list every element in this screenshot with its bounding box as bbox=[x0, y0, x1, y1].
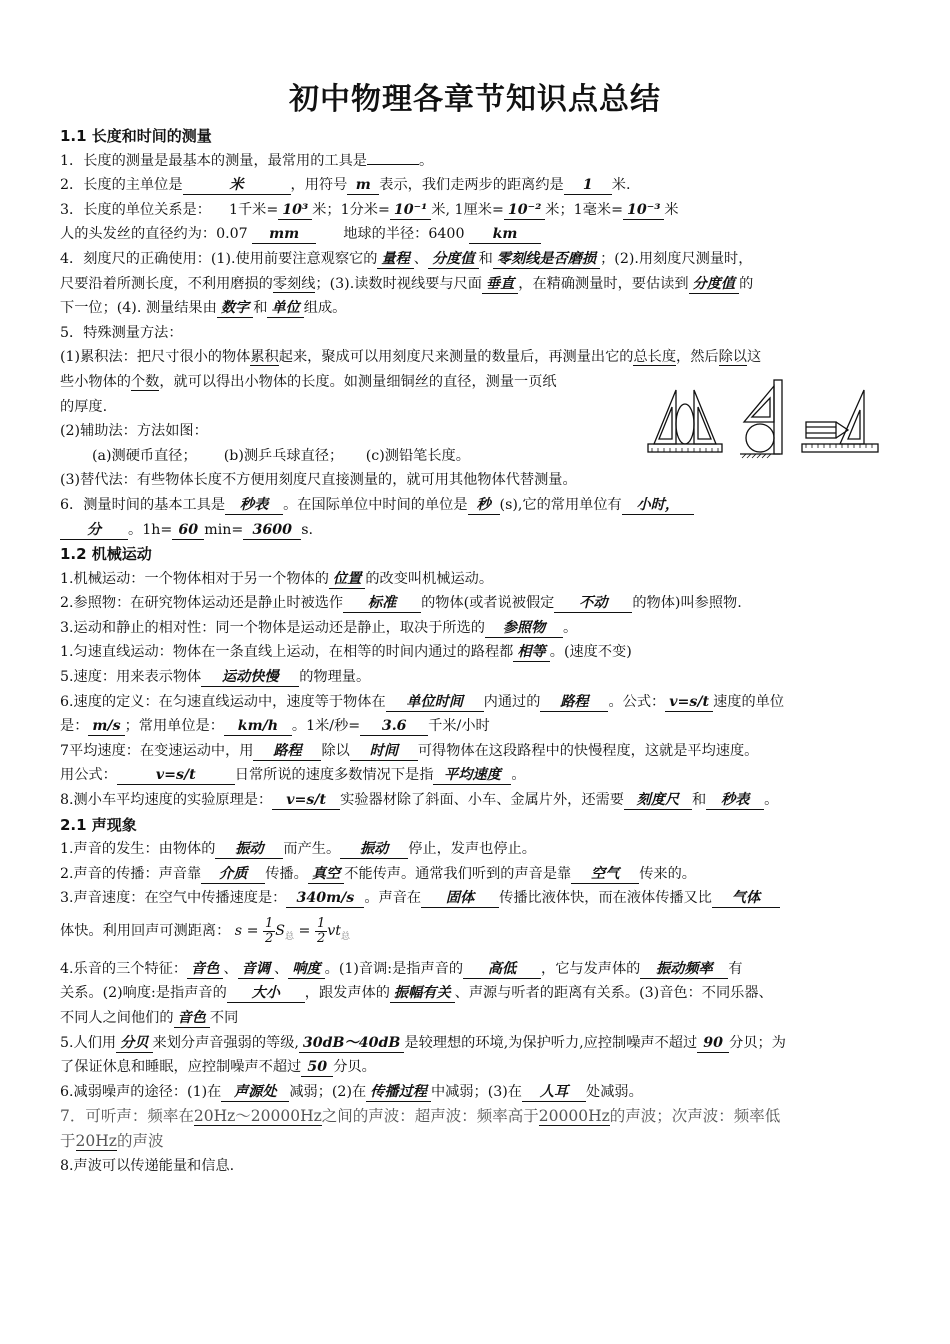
answer-blank: 90 bbox=[697, 1035, 729, 1053]
answer-blank: 秒 bbox=[468, 497, 500, 515]
answer-blank: 音色 bbox=[174, 1010, 210, 1028]
text: ；(2).用刻度尺测量时， bbox=[600, 250, 753, 267]
text: 米 bbox=[664, 201, 679, 218]
text: 除以 bbox=[321, 742, 350, 759]
text-line bbox=[60, 222, 880, 247]
answer-blank: 分 bbox=[60, 522, 128, 540]
denominator: 2 bbox=[264, 930, 274, 946]
text: 组成。 bbox=[303, 300, 347, 317]
text-line bbox=[60, 1031, 880, 1056]
answer-blank: 相等 bbox=[513, 644, 549, 662]
answer-blank: 人耳 bbox=[522, 1084, 586, 1102]
formula-part: vt bbox=[327, 923, 341, 939]
underlined-text: 20Hz bbox=[75, 1132, 117, 1151]
ruler-a bbox=[648, 444, 722, 452]
text: 、声源与听者的距离有关系。(3)音色：不同乐器、 bbox=[454, 985, 773, 1002]
triangle-left bbox=[654, 390, 676, 444]
text: 的改变叫机械运动。 bbox=[365, 570, 494, 587]
underlined-text: 20000Hz bbox=[538, 1107, 610, 1126]
content bbox=[60, 124, 880, 1179]
text: 传播比液体快，而在液体传播又比 bbox=[499, 890, 712, 907]
text: 表示，我们走两步的距离约是 bbox=[379, 177, 564, 194]
text-line: 5．特殊测量方法： bbox=[60, 324, 183, 341]
text-line bbox=[60, 1080, 880, 1105]
text: (s),它的常用单位有 bbox=[499, 496, 622, 513]
answer-blank: 振动 bbox=[340, 841, 408, 859]
text-line bbox=[60, 567, 880, 592]
text: (a)测硬币直径； bbox=[92, 447, 197, 464]
answer-blank: m bbox=[347, 177, 379, 195]
text: 中减弱；(3)在 bbox=[430, 1083, 522, 1100]
answer-blank: 大小 bbox=[227, 985, 305, 1003]
underlined-text: 累积 bbox=[250, 349, 279, 366]
answer-blank: 量程 bbox=[377, 251, 413, 269]
answer-blank: 介质 bbox=[201, 866, 265, 884]
answer-blank: 米 bbox=[183, 177, 291, 195]
text: s. bbox=[301, 521, 314, 538]
text: 1千米= bbox=[228, 201, 279, 218]
answer-blank: 50 bbox=[301, 1059, 333, 1077]
text: (c)测铅笔长度。 bbox=[365, 447, 470, 464]
text: 1.匀速直线运动：物体在一条直线上运动，在相等的时间内通过的路程都 bbox=[60, 644, 514, 661]
subscript: 总 bbox=[340, 931, 350, 942]
text: 和 bbox=[691, 792, 707, 809]
answer-blank: 音调 bbox=[238, 961, 274, 979]
text: 体快。利用回声可测距离： bbox=[60, 923, 231, 939]
text: 而产生。 bbox=[283, 841, 341, 858]
answer-blank: 气体 bbox=[712, 890, 780, 908]
text: 3.运动和静止的相对性：同一个物体是运动还是静止，取决于所选的 bbox=[60, 619, 485, 636]
section-heading: 1.2 机械运动 bbox=[60, 545, 152, 564]
text: ；(3).读数时视线要与尺面 bbox=[315, 275, 482, 292]
text: 千米/小时 bbox=[428, 718, 490, 735]
text: 4．刻度尺的正确使用：(1).使用前要注意观察它的 bbox=[60, 250, 378, 267]
answer-blank: 音色 bbox=[187, 961, 223, 979]
fraction-half bbox=[263, 917, 275, 946]
answer-blank: 垂直 bbox=[482, 276, 518, 294]
answer-blank: 30dB～40dB bbox=[299, 1035, 405, 1053]
text-line bbox=[60, 1104, 880, 1129]
underlined-text: 总长度 bbox=[633, 349, 677, 366]
underlined-text: 除以 bbox=[718, 349, 747, 366]
text: 6.速度的定义：在匀速直线运动中，速度等于物体在 bbox=[60, 693, 386, 710]
text: 。 bbox=[562, 619, 578, 636]
text: 不同人之间他们的 bbox=[60, 1010, 174, 1027]
text: 分贝；为 bbox=[729, 1034, 786, 1051]
text: 8.测小车平均速度的实验原理是： bbox=[60, 792, 273, 809]
text: 。 bbox=[764, 792, 779, 809]
text-line: (2)辅助法：方法如图： bbox=[60, 423, 208, 440]
text-line: 8.声波可以传递能量和信息. bbox=[60, 1158, 235, 1175]
text: 1.机械运动：一个物体相对于另一个物体的 bbox=[60, 570, 329, 587]
text: 6.减弱噪声的途径：(1)在 bbox=[60, 1083, 222, 1100]
answer-blank: 不动 bbox=[554, 595, 632, 613]
numerator: 1 bbox=[316, 915, 326, 931]
answer-blank: 路程 bbox=[540, 694, 608, 712]
text: 。在国际单位中时间的单位是 bbox=[283, 496, 468, 513]
text: ；常用单位是： bbox=[124, 718, 224, 735]
text: 和 bbox=[253, 300, 268, 317]
text: 尺要沿着所测长度，不利用磨损的 bbox=[60, 275, 273, 292]
text: 处减弱。 bbox=[586, 1083, 643, 1100]
text: 5.速度：用来表示物体 bbox=[60, 669, 202, 686]
text: 。1米/秒= bbox=[291, 718, 361, 735]
answer-blank: 空气 bbox=[571, 866, 639, 884]
text: 。(1)音调:是指声音的 bbox=[324, 960, 464, 977]
text: 下一位；(4). 测量结果由 bbox=[60, 300, 217, 317]
text: 人的头发丝的直径约为：0.07 bbox=[60, 226, 248, 243]
text: 7平均速度：在变速运动中，用 bbox=[60, 742, 254, 759]
text-line: 的厚度. bbox=[60, 398, 108, 415]
answer-blank: 10³ bbox=[278, 202, 312, 220]
text: 。公式： bbox=[608, 693, 666, 710]
answer-blank: 零刻线是否磨损 bbox=[493, 251, 600, 269]
text: 的 bbox=[739, 275, 754, 292]
text: 来划分声音强弱的等级, bbox=[152, 1034, 299, 1051]
answer-blank: 单位时间 bbox=[386, 694, 484, 712]
text: 6．测量时间的基本工具是 bbox=[60, 496, 226, 513]
text: 米；1分米= bbox=[312, 201, 390, 218]
text-line bbox=[60, 640, 880, 665]
text-line bbox=[60, 149, 880, 174]
text: (1)累积法：把尺寸很小的物体 bbox=[60, 349, 251, 366]
text: 于 bbox=[60, 1132, 76, 1151]
answer-blank: v=s/t bbox=[665, 694, 713, 712]
text: 和 bbox=[478, 250, 493, 267]
text: 米；1毫米= bbox=[545, 201, 623, 218]
text: 。 bbox=[418, 152, 434, 169]
text: 不能传声。通常我们听到的声音是靠 bbox=[344, 865, 572, 882]
text: 起来，聚成可以用刻度尺来测量的数量后，再测量出它的 bbox=[278, 349, 634, 366]
answer-blank: km/h bbox=[224, 718, 292, 736]
answer-blank: 运动快慢 bbox=[201, 669, 299, 687]
text-line: (3)替代法：有些物体长度不方便用刻度尺直接测量的，就可用其他物体代替测量。 bbox=[60, 472, 577, 489]
section-heading: 2.1 声现象 bbox=[60, 815, 137, 834]
text-line bbox=[60, 1129, 880, 1154]
text-line bbox=[60, 493, 880, 518]
text: 的物体)叫参照物. bbox=[632, 595, 742, 612]
text-line bbox=[60, 714, 880, 739]
answer-blank: v=s/t bbox=[272, 792, 340, 810]
formula-part: = bbox=[298, 923, 311, 939]
answer-blank: 固体 bbox=[421, 890, 499, 908]
text: 的物理量。 bbox=[299, 669, 371, 686]
answer-blank: 分度值 bbox=[689, 276, 740, 294]
ruler-c bbox=[802, 444, 878, 452]
text: (b)测乒乓球直径； bbox=[223, 447, 344, 464]
answer-blank: 振动频率 bbox=[640, 961, 728, 979]
coin bbox=[676, 404, 694, 444]
text: 4.乐音的三个特征： bbox=[60, 960, 188, 977]
text: 关系。(2)响度:是指声音的 bbox=[60, 985, 227, 1002]
answer-blank: mm bbox=[252, 226, 316, 244]
text: 。1h= bbox=[128, 521, 173, 538]
text: 米. bbox=[611, 177, 631, 194]
answer-blank: 3600 bbox=[243, 522, 301, 540]
text-line bbox=[60, 518, 880, 543]
text-line bbox=[60, 886, 880, 911]
text-line bbox=[60, 616, 880, 641]
answer-blank: 振幅有关 bbox=[390, 985, 455, 1003]
text: 1．长度的测量是最基本的测量，最常用的工具是 bbox=[60, 152, 367, 169]
answer-blank: 10⁻¹ bbox=[390, 202, 431, 220]
text: ，用符号 bbox=[290, 177, 348, 194]
text: 这 bbox=[747, 349, 762, 366]
text-line bbox=[60, 198, 880, 223]
text: 。(速度不变) bbox=[549, 644, 632, 661]
text-line bbox=[60, 272, 880, 297]
text: 了保证休息和睡眠，应控制噪声不超过 bbox=[60, 1059, 302, 1076]
text: 的声波 bbox=[116, 1132, 164, 1151]
underlined-text: 20Hz～20000Hz bbox=[193, 1107, 322, 1126]
text: 不同 bbox=[209, 1010, 239, 1027]
answer-blank: 1 bbox=[564, 177, 612, 195]
text: 传来的。 bbox=[639, 865, 696, 882]
text: 5.人们用 bbox=[60, 1034, 117, 1051]
text-line bbox=[60, 957, 880, 982]
text: 分贝。 bbox=[333, 1059, 376, 1076]
text: ，然后 bbox=[676, 349, 719, 366]
answer-blank: km bbox=[469, 226, 541, 244]
text: 有 bbox=[728, 960, 743, 977]
text-line bbox=[60, 788, 880, 813]
text: 减弱；(2)在 bbox=[289, 1083, 367, 1100]
text: 3.声音速度：在空气中传播速度是： bbox=[60, 890, 287, 907]
text-line bbox=[60, 763, 880, 788]
text-line bbox=[60, 862, 880, 887]
triangle-right bbox=[694, 390, 716, 444]
text: 用公式： bbox=[60, 767, 117, 784]
numerator: 1 bbox=[264, 915, 274, 931]
text: ，就可以得出小物体的长度。如测量细铜丝的直径，测量一页纸 bbox=[159, 373, 557, 390]
text-line bbox=[60, 1006, 880, 1031]
text-line bbox=[60, 173, 880, 198]
answer-blank: 路程 bbox=[253, 743, 321, 761]
answer-blank: 10⁻³ bbox=[623, 202, 664, 220]
text: 停止，发声也停止。 bbox=[408, 841, 536, 858]
answer-blank: 真空 bbox=[308, 866, 344, 884]
text: 日常所说的速度多数情况下是指 bbox=[234, 767, 434, 784]
answer-blank: 参照物 bbox=[485, 620, 563, 638]
text: min= bbox=[204, 521, 244, 538]
text: 是： bbox=[60, 718, 89, 735]
page-title: 初中物理各章节知识点总结 bbox=[289, 82, 661, 117]
text-line bbox=[60, 296, 880, 321]
text: 实验器材除了斜面、小车、金属片外，还需要 bbox=[340, 792, 624, 809]
answer-blank: 秒表 bbox=[706, 792, 764, 810]
ruler-b bbox=[774, 380, 782, 454]
text-line bbox=[60, 345, 880, 370]
text: 2.参照物：在研究物体运动还是静止时被选作 bbox=[60, 595, 344, 612]
answer-blank: 小时， bbox=[622, 497, 694, 515]
text: 之间的声波：超声波：频率高于 bbox=[321, 1107, 539, 1126]
answer-blank: 平均速度 bbox=[433, 767, 511, 785]
answer-blank: 60 bbox=[172, 522, 204, 540]
answer-blank: 刻度尺 bbox=[624, 792, 692, 810]
text: 是较理想的环境,为保护听力,应控制噪声不超过 bbox=[404, 1034, 698, 1051]
answer-blank: 振动 bbox=[215, 841, 283, 859]
text: 些小物体的 bbox=[60, 373, 131, 390]
text: ，它与发声体的 bbox=[541, 960, 641, 977]
answer-blank: v=s/t bbox=[117, 767, 235, 785]
text: 可得物体在这段路程中的快慢程度，这就是平均速度。 bbox=[417, 742, 759, 759]
text: 内通过的 bbox=[483, 693, 541, 710]
subscript: 总 bbox=[285, 931, 295, 942]
underlined-text: 零刻线 bbox=[272, 275, 316, 292]
answer-blank: m/s bbox=[88, 718, 124, 736]
text: 、 bbox=[223, 960, 238, 977]
formula-part: s = bbox=[234, 923, 259, 939]
text-line bbox=[60, 665, 880, 690]
answer-blank: 时间 bbox=[350, 743, 418, 761]
text: 1.声音的发生：由物体的 bbox=[60, 841, 216, 858]
text: ，在精确测量时，要估读到 bbox=[518, 275, 689, 292]
answer-blank: 秒表 bbox=[225, 497, 283, 515]
text: 、 bbox=[274, 960, 289, 977]
text: 传播。 bbox=[265, 865, 308, 882]
answer-blank: 340m/s bbox=[286, 890, 364, 908]
text-line bbox=[60, 981, 880, 1006]
answer-blank: 传播过程 bbox=[366, 1084, 431, 1102]
answer-blank: 数字 bbox=[217, 300, 253, 318]
echo-formula bbox=[234, 915, 350, 946]
text: 米, 1厘米= bbox=[431, 201, 504, 218]
measurement-figure bbox=[646, 376, 880, 466]
text: 、 bbox=[413, 250, 428, 267]
text: 。 bbox=[511, 767, 526, 784]
text-line bbox=[60, 247, 880, 272]
answer-blank: 单位 bbox=[267, 300, 303, 318]
answer-blank: 分度值 bbox=[428, 251, 479, 269]
denominator: 2 bbox=[316, 930, 326, 946]
answer-blank: 响度 bbox=[288, 961, 324, 979]
answer-blank: 3.6 bbox=[360, 718, 428, 736]
text: 的声波；次声波：频率低 bbox=[609, 1107, 781, 1126]
text-line bbox=[60, 690, 880, 715]
answer-blank: 声源处 bbox=[221, 1084, 289, 1102]
text-line bbox=[60, 1055, 880, 1080]
answer-blank: 分贝 bbox=[116, 1035, 152, 1053]
answer-blank: 位置 bbox=[329, 571, 365, 589]
text-line bbox=[60, 739, 880, 764]
text-line bbox=[60, 591, 880, 616]
pencil bbox=[806, 422, 836, 438]
text: 。声音在 bbox=[364, 890, 422, 907]
text: 2.声音的传播：声音靠 bbox=[60, 865, 202, 882]
text: 速度的单位 bbox=[713, 693, 785, 710]
text: 3．长度的单位关系是： bbox=[60, 201, 211, 218]
text: 地球的半径：6400 bbox=[343, 226, 465, 243]
answer-blank bbox=[367, 164, 419, 165]
answer-blank: 标准 bbox=[343, 595, 421, 613]
fraction-half bbox=[315, 917, 327, 946]
formula-part: S bbox=[275, 923, 285, 939]
text-line bbox=[60, 911, 880, 957]
text: 7．可听声：频率在 bbox=[60, 1107, 194, 1126]
ball bbox=[746, 424, 774, 452]
section-heading: 1.1 长度和时间的测量 bbox=[60, 127, 212, 145]
text-line bbox=[60, 837, 880, 862]
answer-blank: 高低 bbox=[463, 961, 541, 979]
text: 2．长度的主单位是 bbox=[60, 177, 183, 194]
text: ，跟发声体的 bbox=[304, 985, 390, 1002]
answer-blank: 10⁻² bbox=[504, 202, 545, 220]
text: 的物体(或者说被假定 bbox=[421, 595, 555, 612]
underlined-text: 个数 bbox=[130, 373, 160, 390]
